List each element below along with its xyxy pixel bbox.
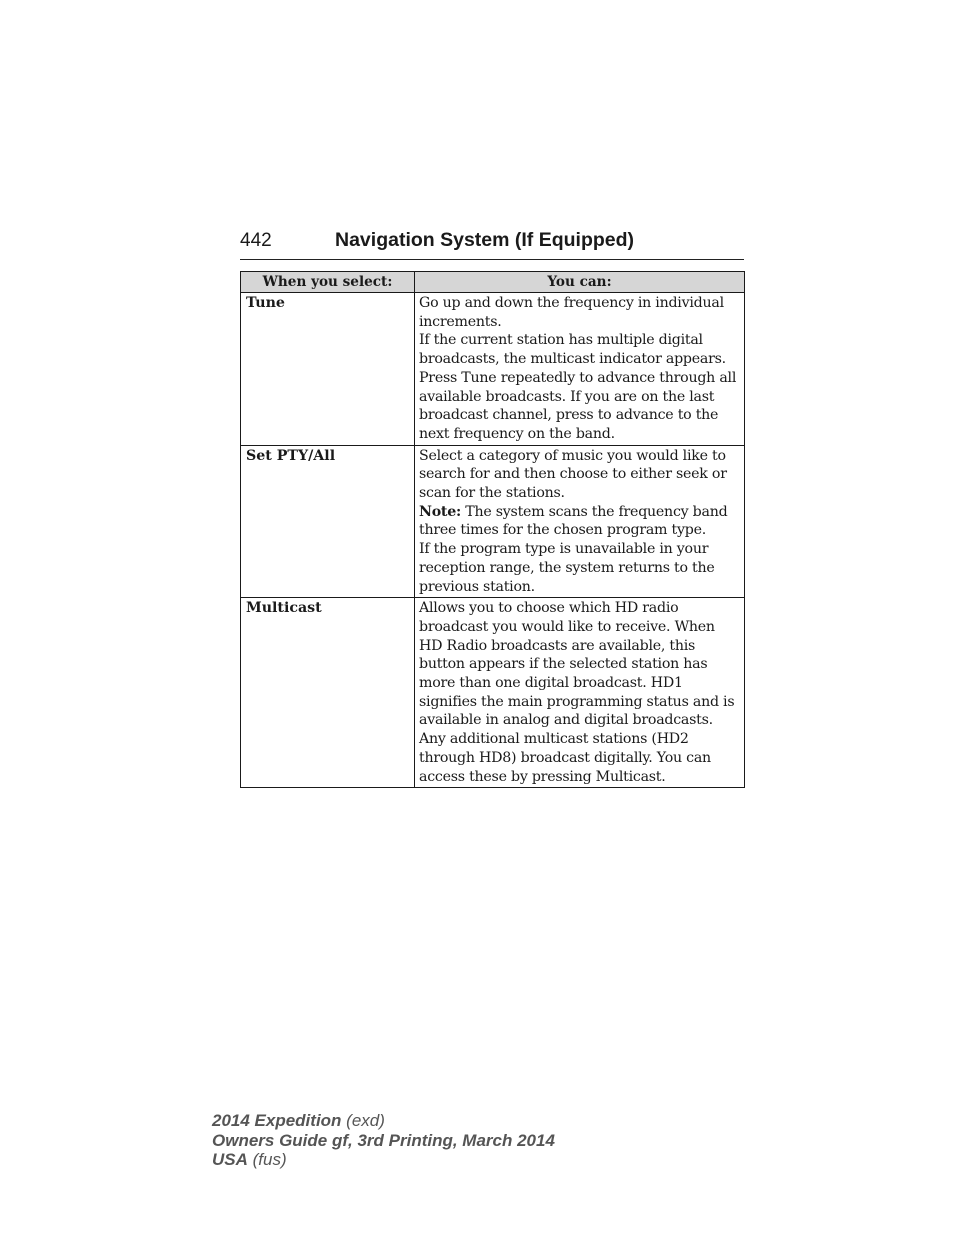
description-paragraph: If the current station has multiple digital broadcasts, the multicast indicator appears. Press Tune repeatedly to advance through all available broadcasts. If you are on the last broadcast channel, press to advance to the next frequency on the band.: [419, 332, 737, 442]
row-term-multicast: Multicast: [241, 598, 415, 788]
footer-line-market: [212, 1150, 555, 1170]
page-header: [240, 226, 744, 260]
description-paragraph: If the program type is unavailable in your reception range, the system returns to the previous station.: [419, 541, 715, 595]
section-title: Navigation System (If Equipped): [335, 229, 635, 251]
table-row: [241, 293, 745, 446]
description-paragraph: Go up and down the frequency in individual increments.: [419, 295, 724, 330]
table-row: [241, 445, 745, 598]
row-description-set-pty-all: [415, 445, 745, 598]
table-header-row: [241, 272, 745, 293]
document-footer: [212, 1111, 555, 1170]
feature-table: [240, 271, 745, 788]
footer-market-name: USA: [212, 1150, 248, 1169]
note-paragraph: [419, 503, 740, 540]
footer-line-model: [212, 1111, 555, 1131]
row-description-multicast: [415, 598, 745, 788]
note-label: Note:: [419, 503, 461, 520]
description-paragraph: Select a category of music you would like to search for and then choose to either seek or scan for the stations.: [419, 447, 727, 502]
page-number: 442: [240, 230, 272, 251]
column-header-you-can: You can:: [415, 272, 745, 293]
table-row: [241, 598, 745, 788]
note-text: The system scans the frequency band three times for the chosen program type.: [419, 503, 728, 539]
row-term-tune: Tune: [241, 293, 415, 446]
footer-model-code: (exd): [341, 1111, 385, 1130]
column-header-when-you-select: When you select:: [241, 272, 415, 293]
description-paragraph: Allows you to choose which HD radio broadcast you would like to receive. When HD Radio broadcasts are available, this button appears if the selected station has more than one digital broadcast. HD1 signifies the main programming status and is available in analog and digital broadcasts. Any additional multicast stations (HD2 through HD8) broadcast digitally. You can access these by pressing Multicast.: [419, 600, 735, 785]
row-description-tune: [415, 293, 745, 446]
footer-model-name: 2014 Expedition: [212, 1111, 342, 1130]
footer-market-code: (fus): [247, 1150, 287, 1169]
row-term-set-pty-all: Set PTY/All: [241, 445, 415, 598]
footer-line-printing: Owners Guide gf, 3rd Printing, March 2014: [212, 1130, 555, 1150]
